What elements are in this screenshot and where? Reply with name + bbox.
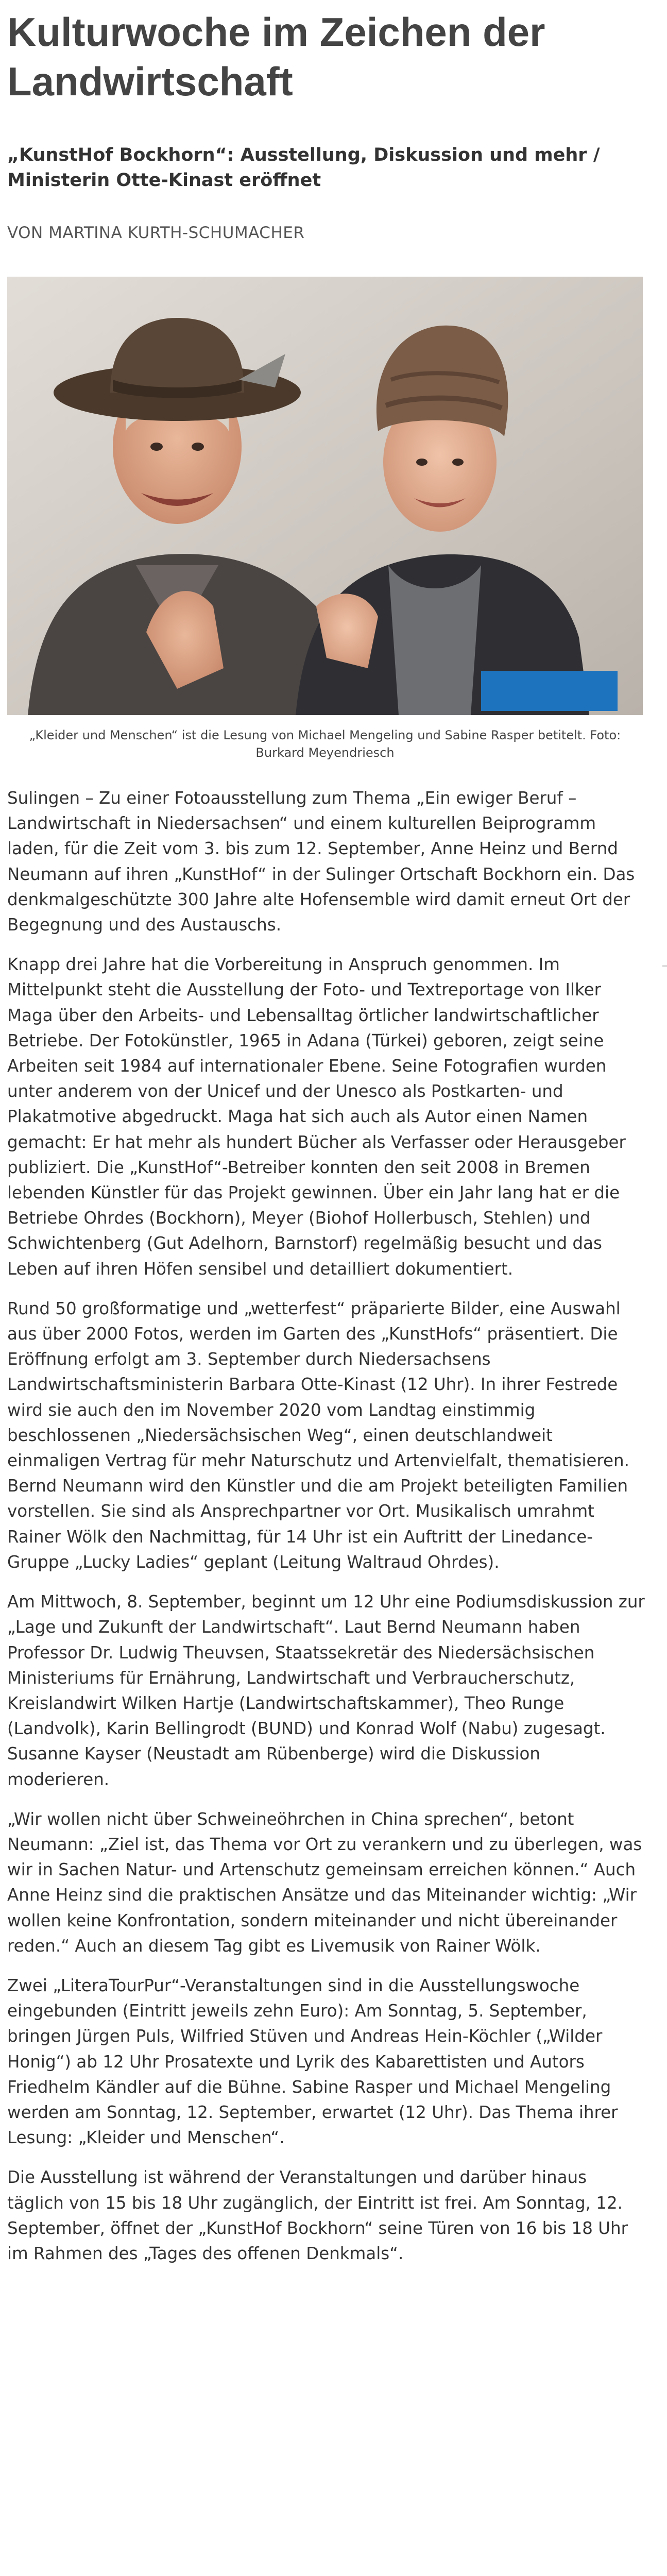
article-paragraph: „Wir wollen nicht über Schweineöhrchen in China sprechen“, betont Neumann: „Ziel ist, das Thema vor Ort zu verankern und zu überlegen, was wir in Sachen Natur- und Artenschutz gemeinsam erreichen können.“ Auch Anne Heinz sind die praktischen Ansätze und das Miteinander wichtig: „Wir wollen keine Konfrontation, sondern miteinander und nicht übereinander reden.“ Auch an diesem Tag gibt es Livemusik von Rainer Wölk. xyxy=(7,1809,642,1956)
article-paragraph: Knapp drei Jahre hat die Vorbereitung in Anspruch genommen. Im Mittelpunkt steht die Ausstellung der Foto- und Textreportage von Ilker Maga über den Arbeits- und Lebensalltag örtlicher landwirtschaftlicher Betriebe. Der Fotokünstler, 1965 in Adana (Türkei) geboren, zeigt seine Arbeiten seit 1984 auf internationaler Ebene. Seine Fotografien wurden unter anderem von der Unicef und der Unesco als Postkarten- und Plakatmotive abgedruckt. Maga hat sich auch als Autor einen Namen gemacht: Er hat mehr als hundert Bücher als Verfasser oder Herausgeber publiziert. Die „KunstHof“-Betreiber konnten den seit 2008 in Bremen lebenden Künstler für das Projekt gewinnen. Über ein Jahr lang hat er die Betriebe Ohrdes (Bockhorn), Meyer (Biohof Hollerbusch, Stehlen) und Schwichtenberg (Gut Adelhorn, Barnstorf) regelmäßig besucht und das Leben auf ihren Höfen sensibel und detailliert dokumentiert. xyxy=(7,955,626,1279)
article-body xyxy=(7,786,645,2281)
article-photo xyxy=(7,277,643,715)
article-headline: Kulturwoche im Zeichen der Landwirtschaft xyxy=(7,9,545,104)
article-paragraph: Am Mittwoch, 8. September, beginnt um 12 Uhr eine Podiumsdiskussion zur „Lage und Zukunft der Landwirtschaft“. Laut Bernd Neumann haben Professor Dr. Ludwig Theuvsen, Staatssekretär des Niedersächsischen Ministeriums für Ernährung, Landwirtschaft und Verbraucherschutz, Kreislandwirt Wilken Hartje (Landwirtschaftskammer), Theo Runge (Landvolk), Karin Bellingrodt (BUND) und Konrad Wolf (Nabu) zugesagt. Susanne Kayser (Neustadt am Rübenberge) wird die Diskussion moderieren. xyxy=(7,1592,645,1789)
article-paragraph: Rund 50 großformatige und „wetterfest“ präparierte Bilder, eine Auswahl aus über 2000 Fotos, werden im Garten des „KunstHofs“ präsentiert. Die Eröffnung erfolgt am 3. September durch Niedersachsens Landwirtschaftsministerin Barbara Otte-Kinast (12 Uhr). In ihrer Festrede wird sie auch den im November 2020 vom Landtag einstimmig beschlossenen „Niedersächsischen Weg“, einen deutschlandweit einmaligen Vertrag für mehr Naturschutz und Artenvielfalt, thematisieren. Bernd Neumann wird den Künstler und die am Projekt beteiligten Familien vorstellen. Sie sind als Ansprechpartner vor Ort. Musikalisch umrahmt Rainer Wölk den Nachmittag, für 14 Uhr ist ein Auftritt der Linedance-Gruppe „Lucky Ladies“ geplant (Leitung Waltraud Ohrdes). xyxy=(7,1298,629,1572)
article-paragraph: Zwei „LiteraTourPur“-Veranstaltungen sind in die Ausstellungswoche eingebunden (Eintritt jeweils zehn Euro): Am Sonntag, 5. September, bringen Jürgen Puls, Wilfried Stüven und Andreas Hein-Köchler („Wilder Honig“) ab 12 Uhr Prosatexte und Lyrik des Kabarettisten und Autors Friedhelm Kändler auf die Bühne. Sabine Rasper und Michael Mengeling werden am Sonntag, 12. September, erwartet (12 Uhr). Das Thema ihrer Lesung: „Kleider und Menschen“. xyxy=(7,1975,618,2148)
photo-caption: „Kleider und Menschen“ ist die Lesung von Michael Mengeling und Sabine Rasper betitelt. Foto: Burkard Meyendriesch xyxy=(29,728,621,760)
article-paragraph: Sulingen – Zu einer Fotoausstellung zum Thema „Ein ewiger Beruf – Landwirtschaft in Niedersachsen“ und einem kulturellen Beiprogramm laden, für die Zeit vom 3. bis zum 12. September, Anne Heinz und Bernd Neumann auf ihren „KunstHof“ in der Sulinger Ortschaft Bockhorn ein. Das denkmalgeschützte 300 Jahre alte Hofensemble wird damit erneut Ort der Begegnung und des Austauschs. xyxy=(7,788,635,935)
article-paragraph: Die Ausstellung ist während der Veranstaltungen und darüber hinaus täglich von 15 bis 18 Uhr zugänglich, der Eintritt ist frei. Am Sonntag, 12. September, öffnet der „KunstHof Bockhorn“ seine Türen von 16 bis 18 Uhr im Rahmen des „Tages des offenen Denkmals“. xyxy=(7,2167,628,2263)
article-subheadline: „KunstHof Bockhorn“: Ausstellung, Diskussion und mehr / Ministerin Otte-Kinast eröffnet xyxy=(7,145,600,191)
edge-divider xyxy=(662,965,667,967)
photo-illustration xyxy=(7,277,643,715)
article-byline: VON MARTINA KURTH-SCHUMACHER xyxy=(7,224,305,242)
